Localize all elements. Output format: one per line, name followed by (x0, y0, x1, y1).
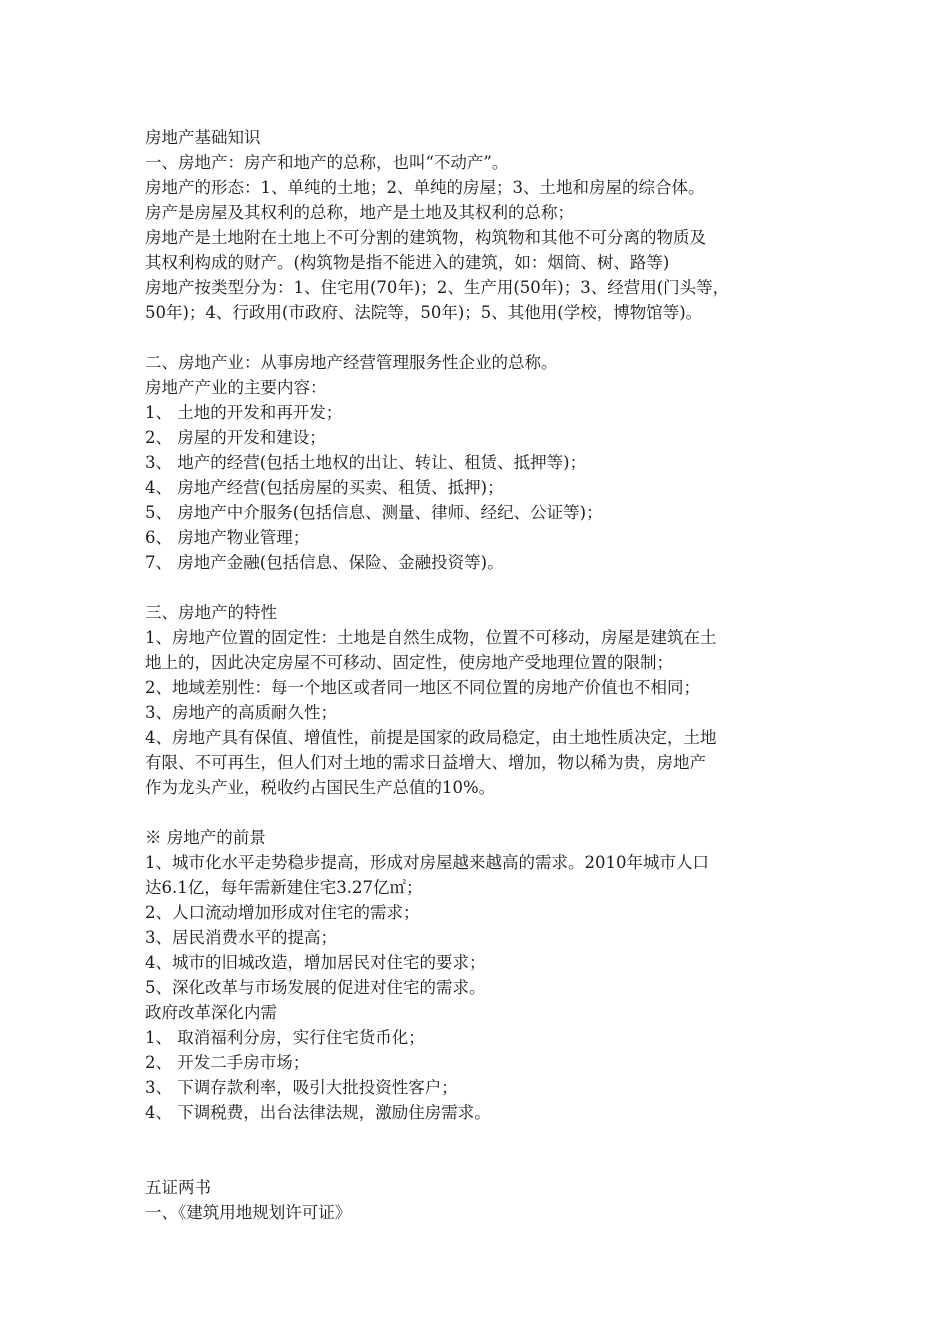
list-item: 6、 房地产物业管理； (145, 528, 310, 547)
text-line: 3、居民消费水平的提高； (145, 928, 337, 947)
text-line: 作为龙头产业，税收约占国民生产总值的10%。 (145, 778, 496, 797)
list-item: 1、 土地的开发和再开发； (145, 403, 343, 422)
subsection-heading: 政府改革深化内需 (145, 1003, 277, 1022)
list-item: 4、 房地产经营(包括房屋的买卖、租赁、抵押)； (145, 478, 504, 497)
text-line: 房地产是土地附在土地上不可分割的建筑物，构筑物和其他不可分离的物质及 (145, 228, 706, 247)
text-line: 一、房地产：房产和地产的总称，也叫“不动产”。 (145, 153, 509, 172)
section-heading: 五证两书 (145, 1178, 211, 1197)
text-line: 房地产的形态：1、单纯的土地；2、单纯的房屋；3、土地和房屋的综合体。 (145, 178, 705, 197)
text-line: 房产是房屋及其权利的总称，地产是土地及其权利的总称； (145, 203, 574, 222)
list-item: 1、 取消福利分房，实行住宅货币化； (145, 1028, 425, 1047)
list-item: 7、 房地产金融(包括信息、保险、金融投资等)。 (145, 553, 504, 572)
text-line: 一、《建筑用地规划许可证》 (145, 1203, 352, 1222)
text-line: 1、城市化水平走势稳步提高，形成对房屋越来越高的需求。2010年城市人口 (145, 853, 709, 872)
text-line: 4、房地产具有保值、增值性，前提是国家的政局稳定，由土地性质决定，土地 (145, 728, 717, 747)
text-line: 2、地域差别性：每一个地区或者同一地区不同位置的房地产价值也不相同； (145, 678, 700, 697)
text-line: 房地产按类型分为：1、住宅用(70年)；2、生产用(50年)；3、经营用(门头等， (145, 278, 730, 297)
section-heading: 三、房地产的特性 (145, 603, 277, 622)
text-line: 其权利构成的财产。(构筑物是指不能进入的建筑，如：烟筒、树、路等) (145, 253, 670, 272)
list-item: 3、 地产的经营(包括土地权的出让、转让、租赁、抵押等)； (145, 453, 587, 472)
text-line: 50年)；4、行政用(市政府、法院等，50年)；5、其他用(学校，博物馆等)。 (145, 303, 703, 322)
list-item: 3、 下调存款利率，吸引大批投资性客户； (145, 1078, 458, 1097)
text-line: 5、深化改革与市场发展的促进对住宅的需求。 (145, 978, 486, 997)
list-item: 5、 房地产中介服务(包括信息、测量、律师、经纪、公证等)； (145, 503, 603, 522)
section-heading: ※ 房地产的前景 (145, 828, 266, 847)
text-line: 地上的，因此决定房屋不可移动、固定性，使房地产受地理位置的限制； (145, 653, 673, 672)
list-item: 2、 开发二手房市场； (145, 1053, 310, 1072)
list-item: 4、 下调税费，出台法律法规，激励住房需求。 (145, 1103, 491, 1122)
text-line: 房地产产业的主要内容： (145, 378, 327, 397)
text-line: 3、房地产的高质耐久性； (145, 703, 337, 722)
text-line: 有限、不可再生，但人们对土地的需求日益增大、增加，物以稀为贵，房地产 (145, 753, 706, 772)
list-item: 2、 房屋的开发和建设； (145, 428, 326, 447)
text-line: 1、房地产位置的固定性：土地是自然生成物，位置不可移动，房屋是建筑在土 (145, 628, 717, 647)
section-heading: 二、房地产业：从事房地产经营管理服务性企业的总称。 (145, 353, 558, 372)
document-title: 房地产基础知识 (145, 128, 261, 147)
text-line: 4、城市的旧城改造，增加居民对住宅的要求； (145, 953, 486, 972)
text-line: 达6.1亿，每年需新建住宅3.27亿㎡； (145, 878, 423, 897)
text-line: 2、人口流动增加形成对住宅的需求； (145, 903, 420, 922)
